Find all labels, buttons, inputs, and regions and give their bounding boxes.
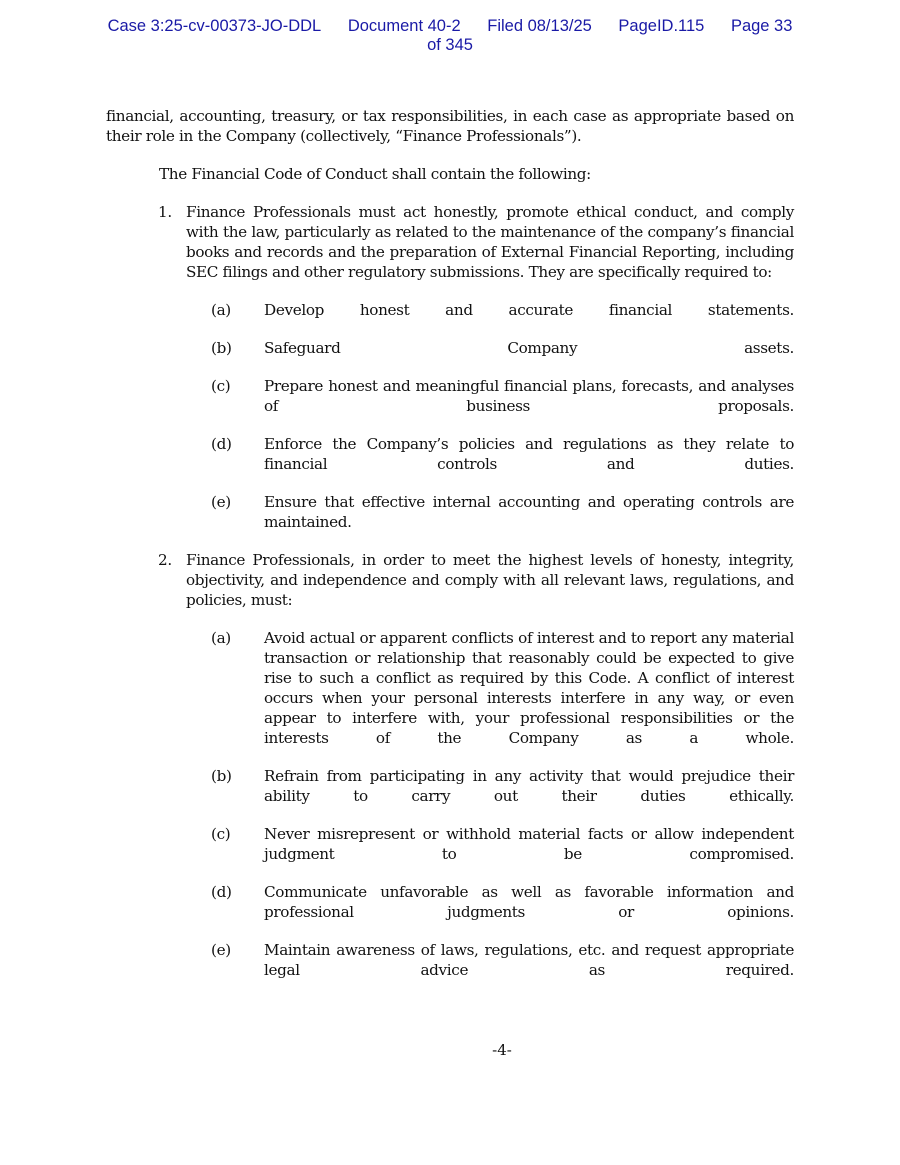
sub-item-1b: [211, 338, 794, 358]
item-number: 2.: [158, 551, 172, 569]
sub-item-2c: [211, 824, 794, 864]
document-body: [106, 106, 794, 980]
sub-item-text: Communicate unfavorable as well as favorable information and professional judgments or opinions.: [264, 883, 794, 921]
sub-list-1: [106, 300, 794, 532]
sub-list-2: [106, 628, 794, 980]
sub-item-text: Never misrepresent or withhold material facts or allow independent judgment to be compromised.: [264, 825, 794, 863]
sub-item-2d: [211, 882, 794, 922]
sub-item-1d: [211, 434, 794, 474]
court-filing-header: [0, 17, 900, 55]
sub-item-letter: (b): [211, 767, 232, 785]
sub-item-1a: [211, 300, 794, 320]
sub-item-text: Avoid actual or apparent conflicts of interest and to report any material transaction or relationship that reasonably could be expected to give rise to such a conflict as required by this Code. A conflict of interest occurs when your personal interests interfere in any way, or even appear to interfere with, your professional responsibilities or the interests of the Company as a whole.: [264, 629, 794, 747]
page-footer-number: -4-: [492, 1041, 512, 1059]
sub-item-letter: (a): [211, 629, 231, 647]
page-number-header: Page 33: [730, 17, 793, 35]
sub-item-letter: (b): [211, 339, 232, 357]
sub-item-letter: (c): [211, 825, 231, 843]
sub-item-letter: (e): [211, 493, 231, 511]
sub-item-2e: [211, 940, 794, 980]
filed-date: Filed 08/13/25: [487, 17, 592, 35]
item-number: 1.: [158, 203, 172, 221]
numbered-item-1: [158, 202, 794, 282]
opening-paragraph: financial, accounting, treasury, or tax responsibilities, in each case as appropriate based on their role in the Company (collectively, “Finance Professionals”).: [106, 107, 794, 145]
sub-item-text: Safeguard Company assets.: [264, 339, 794, 357]
sub-item-1c: [211, 376, 794, 416]
sub-item-text: Develop honest and accurate financial statements.: [264, 301, 794, 319]
document-number: Document 40-2: [347, 17, 461, 35]
sub-item-text: Prepare honest and meaningful financial plans, forecasts, and analyses of business proposals.: [264, 377, 794, 415]
page-id: PageID.115: [618, 17, 705, 35]
sub-item-2a: [211, 628, 794, 748]
sub-item-text: Enforce the Company’s policies and regulations as they relate to financial controls and duties.: [264, 435, 794, 473]
item-text: Finance Professionals must act honestly, promote ethical conduct, and comply with the law, particularly as related to the maintenance of the company’s financial books and records and the preparation of External Financial Reporting, including SEC filings and other regulatory submissions. They are specifically required to:: [186, 203, 794, 281]
sub-item-1e: [211, 492, 794, 532]
item-text: Finance Professionals, in order to meet the highest levels of honesty, integrity, objectivity, and independence and comply with all relevant laws, regulations, and policies, must:: [186, 551, 794, 609]
sub-item-letter: (e): [211, 941, 231, 959]
sub-item-letter: (d): [211, 883, 232, 901]
numbered-item-2: [158, 550, 794, 610]
page-total: of 345: [427, 36, 473, 54]
sub-item-letter: (c): [211, 377, 231, 395]
sub-item-text: Ensure that effective internal accounting and operating controls are maintained.: [264, 493, 794, 531]
sub-item-text: Refrain from participating in any activity that would prejudice their ability to carry out their duties ethically.: [264, 767, 794, 805]
sub-item-text: Maintain awareness of laws, regulations, etc. and request appropriate legal advice as required.: [264, 941, 794, 979]
sub-item-letter: (a): [211, 301, 231, 319]
intro-sentence: The Financial Code of Conduct shall contain the following:: [159, 165, 591, 183]
case-number: Case 3:25-cv-00373-JO-DDL: [107, 17, 322, 35]
sub-item-2b: [211, 766, 794, 806]
sub-item-letter: (d): [211, 435, 232, 453]
